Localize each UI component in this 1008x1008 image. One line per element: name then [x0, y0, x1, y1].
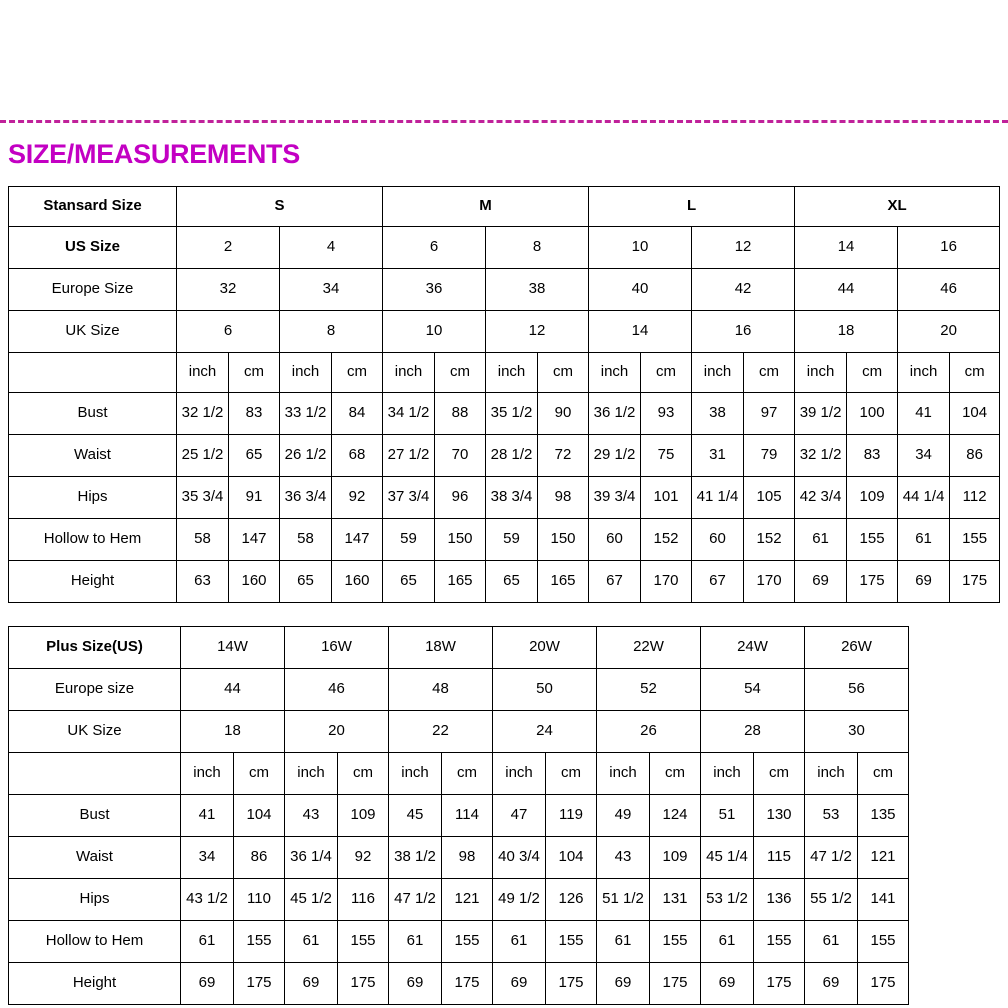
unit-cell: cm: [950, 353, 1000, 393]
cell: 97: [744, 393, 795, 435]
cell: 43 1/2: [181, 879, 234, 921]
unit-cell: inch: [589, 353, 641, 393]
cell: 43: [597, 837, 650, 879]
standard-size-header: Stansard Size: [9, 187, 177, 227]
cell: 88: [435, 393, 486, 435]
cell: 155: [950, 519, 1000, 561]
table-row: [9, 963, 909, 1005]
cell: 155: [858, 921, 909, 963]
cell: 18: [795, 311, 898, 353]
cell: 8: [280, 311, 383, 353]
cell: 39 1/2: [795, 393, 847, 435]
cell: 55 1/2: [805, 879, 858, 921]
cell: 60: [692, 519, 744, 561]
cell: 69: [389, 963, 442, 1005]
cell: 54: [701, 669, 805, 711]
cell: 160: [229, 561, 280, 603]
plus-size-22w: 22W: [597, 627, 701, 669]
cell: 150: [538, 519, 589, 561]
cell: 63: [177, 561, 229, 603]
cell: 109: [847, 477, 898, 519]
cell: 61: [898, 519, 950, 561]
cell: 98: [442, 837, 493, 879]
cell: 24: [493, 711, 597, 753]
unit-cell: inch: [805, 753, 858, 795]
group-header-m: M: [383, 187, 589, 227]
cell: 75: [641, 435, 692, 477]
unit-cell: inch: [898, 353, 950, 393]
cell: 53: [805, 795, 858, 837]
cell: 50: [493, 669, 597, 711]
cell: 44 1/4: [898, 477, 950, 519]
unit-cell: inch: [177, 353, 229, 393]
cell: 175: [950, 561, 1000, 603]
unit-cell: cm: [332, 353, 383, 393]
cell: 69: [805, 963, 858, 1005]
cell: 29 1/2: [589, 435, 641, 477]
plus-size-18w: 18W: [389, 627, 493, 669]
cell: 65: [229, 435, 280, 477]
unit-cell: cm: [338, 753, 389, 795]
cell: 18: [181, 711, 285, 753]
table-row: [9, 711, 909, 753]
cell: 68: [332, 435, 383, 477]
row-label-us-size: US Size: [9, 227, 177, 269]
cell: 14: [795, 227, 898, 269]
unit-cell: inch: [285, 753, 338, 795]
cell: 121: [442, 879, 493, 921]
unit-cell: cm: [538, 353, 589, 393]
cell: 46: [285, 669, 389, 711]
cell: 61: [701, 921, 754, 963]
cell: 175: [338, 963, 389, 1005]
cell: 25 1/2: [177, 435, 229, 477]
unit-cell: inch: [181, 753, 234, 795]
cell: 175: [234, 963, 285, 1005]
cell: 44: [795, 269, 898, 311]
cell: 39 3/4: [589, 477, 641, 519]
cell: 41 1/4: [692, 477, 744, 519]
table-row: [9, 795, 909, 837]
cell: 152: [641, 519, 692, 561]
cell: 51: [701, 795, 754, 837]
cell: 100: [847, 393, 898, 435]
cell: 58: [280, 519, 332, 561]
cell: 83: [229, 393, 280, 435]
cell: 155: [754, 921, 805, 963]
unit-cell: cm: [744, 353, 795, 393]
plus-size-16w: 16W: [285, 627, 389, 669]
cell: 31: [692, 435, 744, 477]
cell: 6: [383, 227, 486, 269]
cell: 175: [754, 963, 805, 1005]
cell: 147: [229, 519, 280, 561]
cell: 65: [486, 561, 538, 603]
cell: 8: [486, 227, 589, 269]
cell: 155: [442, 921, 493, 963]
row-label-europe-size: Europe size: [9, 669, 181, 711]
row-label-units: [9, 353, 177, 393]
table-row: [9, 837, 909, 879]
unit-cell: cm: [847, 353, 898, 393]
cell: 136: [754, 879, 805, 921]
row-label-bust: Bust: [9, 795, 181, 837]
cell: 175: [546, 963, 597, 1005]
cell: 36 1/2: [589, 393, 641, 435]
cell: 48: [389, 669, 493, 711]
cell: 101: [641, 477, 692, 519]
cell: 155: [546, 921, 597, 963]
cell: 86: [234, 837, 285, 879]
cell: 49 1/2: [493, 879, 546, 921]
unit-cell: inch: [597, 753, 650, 795]
unit-cell: inch: [795, 353, 847, 393]
cell: 10: [383, 311, 486, 353]
cell: 28 1/2: [486, 435, 538, 477]
row-label-hips: Hips: [9, 477, 177, 519]
cell: 16: [692, 311, 795, 353]
cell: 34: [280, 269, 383, 311]
table-row: [9, 879, 909, 921]
cell: 83: [847, 435, 898, 477]
cell: 115: [754, 837, 805, 879]
cell: 61: [285, 921, 338, 963]
cell: 49: [597, 795, 650, 837]
cell: 69: [597, 963, 650, 1005]
cell: 22: [389, 711, 493, 753]
cell: 4: [280, 227, 383, 269]
cell: 40: [589, 269, 692, 311]
cell: 38 1/2: [389, 837, 442, 879]
table-row: [9, 269, 1000, 311]
row-label-hips: Hips: [9, 879, 181, 921]
cell: 96: [435, 477, 486, 519]
unit-cell: cm: [229, 353, 280, 393]
cell: 42 3/4: [795, 477, 847, 519]
cell: 69: [701, 963, 754, 1005]
cell: 98: [538, 477, 589, 519]
cell: 37 3/4: [383, 477, 435, 519]
unit-cell: inch: [701, 753, 754, 795]
cell: 35 1/2: [486, 393, 538, 435]
cell: 155: [847, 519, 898, 561]
cell: 79: [744, 435, 795, 477]
cell: 69: [898, 561, 950, 603]
cell: 28: [701, 711, 805, 753]
cell: 61: [597, 921, 650, 963]
group-header-xl: XL: [795, 187, 1000, 227]
cell: 27 1/2: [383, 435, 435, 477]
cell: 165: [435, 561, 486, 603]
cell: 70: [435, 435, 486, 477]
cell: 170: [744, 561, 795, 603]
page-title: SIZE/MEASUREMENTS: [8, 139, 300, 169]
table-row: [9, 627, 909, 669]
row-label-bust: Bust: [9, 393, 177, 435]
cell: 170: [641, 561, 692, 603]
cell: 112: [950, 477, 1000, 519]
standard-size-table: [8, 186, 1000, 603]
table-row: [9, 669, 909, 711]
cell: 10: [589, 227, 692, 269]
table-row: [9, 477, 1000, 519]
cell: 175: [847, 561, 898, 603]
cell: 61: [795, 519, 847, 561]
cell: 33 1/2: [280, 393, 332, 435]
cell: 32: [177, 269, 280, 311]
cell: 47 1/2: [389, 879, 442, 921]
cell: 116: [338, 879, 389, 921]
plus-size-14w: 14W: [181, 627, 285, 669]
table-row: [9, 393, 1000, 435]
cell: 93: [641, 393, 692, 435]
cell: 147: [332, 519, 383, 561]
cell: 65: [383, 561, 435, 603]
unit-cell: inch: [493, 753, 546, 795]
cell: 53 1/2: [701, 879, 754, 921]
table-row: [9, 227, 1000, 269]
cell: 109: [650, 837, 701, 879]
cell: 44: [181, 669, 285, 711]
cell: 61: [805, 921, 858, 963]
cell: 175: [858, 963, 909, 1005]
row-label-hollow-to-hem: Hollow to Hem: [9, 921, 181, 963]
unit-cell: inch: [383, 353, 435, 393]
cell: 32 1/2: [177, 393, 229, 435]
cell: 109: [338, 795, 389, 837]
cell: 69: [285, 963, 338, 1005]
plus-size-24w: 24W: [701, 627, 805, 669]
cell: 47 1/2: [805, 837, 858, 879]
cell: 84: [332, 393, 383, 435]
cell: 119: [546, 795, 597, 837]
unit-cell: cm: [234, 753, 285, 795]
row-label-hollow-to-hem: Hollow to Hem: [9, 519, 177, 561]
cell: 104: [234, 795, 285, 837]
unit-cell: cm: [754, 753, 805, 795]
table-row: [9, 753, 909, 795]
cell: 92: [332, 477, 383, 519]
cell: 135: [858, 795, 909, 837]
plus-size-26w: 26W: [805, 627, 909, 669]
cell: 20: [285, 711, 389, 753]
cell: 152: [744, 519, 795, 561]
unit-cell: inch: [389, 753, 442, 795]
table-row: [9, 519, 1000, 561]
cell: 20: [898, 311, 1000, 353]
unit-cell: cm: [546, 753, 597, 795]
cell: 105: [744, 477, 795, 519]
table-row: [9, 311, 1000, 353]
cell: 52: [597, 669, 701, 711]
unit-cell: cm: [650, 753, 701, 795]
cell: 130: [754, 795, 805, 837]
cell: 60: [589, 519, 641, 561]
table-row: [9, 561, 1000, 603]
cell: 114: [442, 795, 493, 837]
cell: 47: [493, 795, 546, 837]
cell: 69: [181, 963, 234, 1005]
cell: 104: [546, 837, 597, 879]
cell: 110: [234, 879, 285, 921]
plus-size-table: [8, 626, 909, 1005]
cell: 36: [383, 269, 486, 311]
cell: 51 1/2: [597, 879, 650, 921]
cell: 175: [442, 963, 493, 1005]
cell: 56: [805, 669, 909, 711]
cell: 121: [858, 837, 909, 879]
cell: 40 3/4: [493, 837, 546, 879]
cell: 141: [858, 879, 909, 921]
table-row: [9, 435, 1000, 477]
plus-size-header: Plus Size(US): [9, 627, 181, 669]
row-label-waist: Waist: [9, 837, 181, 879]
cell: 124: [650, 795, 701, 837]
cell: 69: [493, 963, 546, 1005]
row-label-europe-size: Europe Size: [9, 269, 177, 311]
cell: 61: [389, 921, 442, 963]
cell: 90: [538, 393, 589, 435]
cell: 155: [338, 921, 389, 963]
cell: 45 1/4: [701, 837, 754, 879]
cell: 43: [285, 795, 338, 837]
unit-cell: inch: [280, 353, 332, 393]
cell: 59: [486, 519, 538, 561]
cell: 155: [234, 921, 285, 963]
cell: 6: [177, 311, 280, 353]
group-header-s: S: [177, 187, 383, 227]
cell: 46: [898, 269, 1000, 311]
table-row: [9, 353, 1000, 393]
cell: 58: [177, 519, 229, 561]
cell: 45 1/2: [285, 879, 338, 921]
cell: 165: [538, 561, 589, 603]
cell: 38 3/4: [486, 477, 538, 519]
cell: 35 3/4: [177, 477, 229, 519]
dashed-divider: [0, 120, 1008, 123]
row-label-height: Height: [9, 561, 177, 603]
cell: 26: [597, 711, 701, 753]
table-row: [9, 187, 1000, 227]
row-label-units: [9, 753, 181, 795]
cell: 32 1/2: [795, 435, 847, 477]
cell: 104: [950, 393, 1000, 435]
row-label-uk-size: UK Size: [9, 711, 181, 753]
cell: 34: [181, 837, 234, 879]
cell: 34 1/2: [383, 393, 435, 435]
unit-cell: cm: [641, 353, 692, 393]
cell: 36 1/4: [285, 837, 338, 879]
group-header-l: L: [589, 187, 795, 227]
cell: 41: [181, 795, 234, 837]
cell: 150: [435, 519, 486, 561]
cell: 36 3/4: [280, 477, 332, 519]
cell: 160: [332, 561, 383, 603]
cell: 72: [538, 435, 589, 477]
cell: 12: [486, 311, 589, 353]
cell: 91: [229, 477, 280, 519]
row-label-uk-size: UK Size: [9, 311, 177, 353]
plus-size-20w: 20W: [493, 627, 597, 669]
cell: 65: [280, 561, 332, 603]
table-row: [9, 921, 909, 963]
cell: 126: [546, 879, 597, 921]
cell: 14: [589, 311, 692, 353]
cell: 67: [589, 561, 641, 603]
cell: 45: [389, 795, 442, 837]
row-label-waist: Waist: [9, 435, 177, 477]
cell: 16: [898, 227, 1000, 269]
cell: 59: [383, 519, 435, 561]
cell: 155: [650, 921, 701, 963]
row-label-height: Height: [9, 963, 181, 1005]
unit-cell: cm: [435, 353, 486, 393]
unit-cell: cm: [442, 753, 493, 795]
cell: 38: [486, 269, 589, 311]
cell: 41: [898, 393, 950, 435]
cell: 86: [950, 435, 1000, 477]
cell: 67: [692, 561, 744, 603]
cell: 42: [692, 269, 795, 311]
unit-cell: cm: [858, 753, 909, 795]
cell: 131: [650, 879, 701, 921]
cell: 38: [692, 393, 744, 435]
cell: 92: [338, 837, 389, 879]
cell: 26 1/2: [280, 435, 332, 477]
cell: 34: [898, 435, 950, 477]
cell: 30: [805, 711, 909, 753]
cell: 175: [650, 963, 701, 1005]
unit-cell: inch: [692, 353, 744, 393]
cell: 2: [177, 227, 280, 269]
cell: 61: [493, 921, 546, 963]
cell: 69: [795, 561, 847, 603]
unit-cell: inch: [486, 353, 538, 393]
cell: 61: [181, 921, 234, 963]
cell: 12: [692, 227, 795, 269]
